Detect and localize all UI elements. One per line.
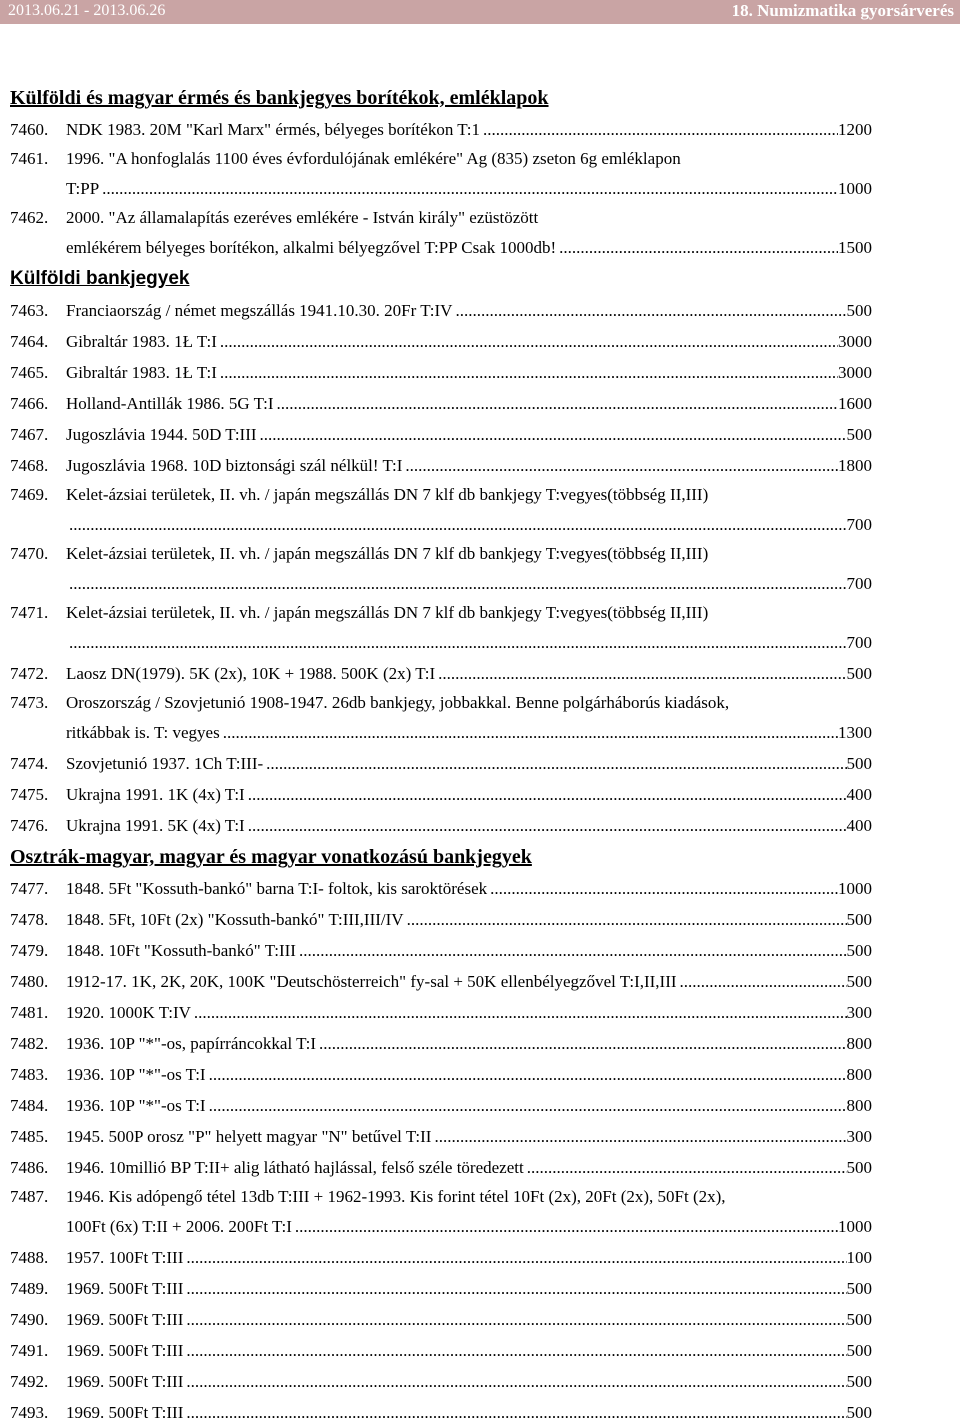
lot-item [10,114,872,145]
lot-number: 7483. [10,1065,49,1084]
lot-price: 500 [846,1158,872,1177]
lot-line [10,1121,872,1152]
lot-line [10,173,872,204]
dot-leader [186,1242,846,1273]
lot-description: Ukrajna 1991. 1K (4x) T:I [66,785,245,804]
lot-number: 7490. [10,1310,49,1329]
lot-description: 1969. 500Ft T:III [66,1372,184,1391]
lot-number: 7462. [10,208,49,227]
lot-item [10,966,872,997]
lot-description: 1957. 100Ft T:III [66,1248,184,1267]
lot-line [10,450,872,481]
lot-price: 500 [846,301,872,320]
lot-listing [10,82,872,1428]
lot-number: 7477. [10,879,49,898]
lot-number: 7467. [10,425,49,444]
lot-description: Gibraltár 1983. 1Ł T:I [66,332,217,351]
lot-line [10,904,872,935]
lot-item [10,779,872,810]
lot-price: 400 [846,785,872,804]
lot-price: 1800 [838,456,872,475]
lot-description: T:PP [66,179,100,198]
lot-number: 7492. [10,1372,49,1391]
lot-price: 500 [846,754,872,773]
lot-line [10,114,872,145]
lot-price: 300 [846,1003,872,1022]
lot-number: 7471. [10,603,49,622]
lot-description: 1848. 5Ft "Kossuth-bankó" barna T:I- foltok, kis saroktörések [66,879,488,898]
dot-leader [405,450,838,481]
lot-number: 7485. [10,1127,49,1146]
lot-price: 700 [846,633,872,652]
lot-line [10,748,872,779]
lot-price: 100 [846,1248,872,1267]
lot-price: 1600 [838,394,872,413]
lot-item [10,810,872,841]
lot-line [10,810,872,841]
lot-description: 1936. 10P "*"-os, papírráncokkal T:I [66,1034,317,1053]
lot-line [10,326,872,357]
lot-item [10,658,872,689]
dot-leader [186,1335,846,1366]
lot-description: Holland-Antillák 1986. 5G T:I [66,394,274,413]
dot-leader [220,357,838,388]
lot-item [10,1304,872,1335]
lot-description: ritkábbak is. T: vegyes [66,723,220,742]
lot-price: 800 [846,1034,872,1053]
dot-leader [483,114,838,145]
section-title: Külföldi bankjegyek [10,268,190,289]
lot-description: Jugoszlávia 1968. 10D biztonsági szál nélkül! T:I [66,456,403,475]
lot-number: 7468. [10,456,49,475]
lot-item [10,145,872,204]
lot-description: 100Ft (6x) T:II + 2006. 200Ft T:I [66,1217,292,1236]
lot-item [10,1397,872,1428]
dot-leader [248,779,847,810]
lot-price: 500 [846,1372,872,1391]
lot-description: 1946. Kis adópengő tétel 13db T:III + 1962-1993. Kis forint tétel 10Ft (2x), 20Ft (2x), 50Ft (2x), [66,1187,726,1206]
lot-item [10,450,872,481]
lot-number: 7466. [10,394,49,413]
lot-number: 7461. [10,149,49,168]
lot-price: 700 [846,515,872,534]
dot-leader [299,935,847,966]
lot-description: 1945. 500P orosz "P" helyett magyar "N" betűvel T:II [66,1127,432,1146]
lot-description: 1969. 500Ft T:III [66,1279,184,1298]
lot-line [10,966,872,997]
lot-item [10,357,872,388]
lot-line [10,1183,872,1211]
lot-description: 2000. "Az államalapítás ezeréves emlékére - István király" ezüstözött [66,208,539,227]
lot-price: 3000 [838,363,872,382]
lot-price: 800 [846,1096,872,1115]
lot-description: Kelet-ázsiai területek, II. vh. / japán megszállás DN 7 klf db bankjegy T:vegyes(többség II,III) [66,603,709,622]
lot-number: 7491. [10,1341,49,1360]
dot-leader [277,388,838,419]
lot-item [10,1152,872,1183]
lot-line [10,1242,872,1273]
lot-description: Oroszország / Szovjetunió 1908-1947. 26db bankjegy, jobbakkal. Benne polgárháborús kiadások, [66,693,730,712]
lot-line [10,1211,872,1242]
dot-leader [434,1121,846,1152]
dot-leader [260,419,847,450]
lot-description: Gibraltár 1983. 1Ł T:I [66,363,217,382]
lot-line [10,1366,872,1397]
lot-description: NDK 1983. 20M "Karl Marx" érmés, bélyeges borítékon T:1 [66,120,481,139]
lot-description: 1969. 500Ft T:III [66,1341,184,1360]
dot-leader [209,1090,847,1121]
lot-line [10,717,872,748]
lot-description: Jugoszlávia 1944. 50D T:III [66,425,257,444]
lot-price: 1200 [838,120,872,139]
lot-price: 500 [846,1310,872,1329]
lot-item [10,1090,872,1121]
lot-number: 7484. [10,1096,49,1115]
lot-line [10,658,872,689]
lot-price: 1300 [838,723,872,742]
dot-leader [69,627,847,658]
dot-leader [266,748,846,779]
dot-leader [186,1366,846,1397]
lot-item [10,326,872,357]
lot-item [10,935,872,966]
lot-number: 7475. [10,785,49,804]
lot-number: 7469. [10,485,49,504]
lot-number: 7463. [10,301,49,320]
lot-item [10,873,872,904]
lot-line [10,232,872,263]
lot-number: 7473. [10,693,49,712]
lot-description: Kelet-ázsiai területek, II. vh. / japán megszállás DN 7 klf db bankjegy T:vegyes(többség II,III) [66,544,709,563]
lot-description: 1848. 10Ft "Kossuth-bankó" T:III [66,941,296,960]
lot-item [10,1059,872,1090]
dot-leader [407,904,847,935]
lot-line [10,357,872,388]
auction-dates: 2013.06.21 - 2013.06.26 [8,2,166,19]
lot-line [10,388,872,419]
dot-leader [223,717,838,748]
dot-leader [69,568,847,599]
lot-price: 500 [846,941,872,960]
section-title: Külföldi és magyar érmés és bankjegyes borítékok, emléklapok [10,87,549,109]
lot-description: 1912-17. 1K, 2K, 20K, 100K "Deutschösterreich" fy-sal + 50K ellenbélyegzővel T:I,II,III [66,972,677,991]
lot-line [10,509,872,540]
lot-item [10,1121,872,1152]
lot-description: 1996. "A honfoglalás 1100 éves évfordulójának emlékére" Ag (835) zseton 6g emléklapon [66,149,681,168]
lot-line [10,204,872,232]
lot-item [10,599,872,658]
dot-leader [186,1304,846,1335]
lot-line [10,481,872,509]
lot-line [10,1059,872,1090]
dot-leader [102,173,838,204]
lot-price: 500 [846,1279,872,1298]
dot-leader [220,326,838,357]
lot-number: 7479. [10,941,49,960]
dot-leader [455,295,846,326]
lot-line [10,568,872,599]
lot-description: 1946. 10millió BP T:II+ alig látható hajlással, felső széle töredezett [66,1158,524,1177]
lot-description: emlékérem bélyeges borítékon, alkalmi bélyegzővel T:PP Csak 1000db! [66,238,557,257]
lot-item [10,904,872,935]
lot-line [10,1273,872,1304]
lot-description: 1936. 10P "*"-os T:I [66,1096,206,1115]
lot-line [10,1304,872,1335]
lot-description: 1848. 5Ft, 10Ft (2x) "Kossuth-bankó" T:III,III/IV [66,910,404,929]
lot-description: 1936. 10P "*"-os T:I [66,1065,206,1084]
lot-item [10,748,872,779]
page-header [0,0,960,24]
lot-item [10,1366,872,1397]
lot-number: 7472. [10,664,49,683]
dot-leader [295,1211,838,1242]
lot-item [10,1183,872,1242]
lot-line [10,1028,872,1059]
lot-number: 7493. [10,1403,49,1422]
lot-item [10,204,872,263]
lot-line [10,295,872,326]
lot-price: 1000 [838,1217,872,1236]
lot-item [10,388,872,419]
lot-item [10,689,872,748]
lot-description: Szovjetunió 1937. 1Ch T:III- [66,754,264,773]
lot-description: 1920. 1000K T:IV [66,1003,191,1022]
lot-description: 1969. 500Ft T:III [66,1310,184,1329]
lot-line [10,689,872,717]
lot-line [10,1090,872,1121]
lot-price: 1000 [838,179,872,198]
section-title: Osztrák-magyar, magyar és magyar vonatkozású bankjegyek [10,846,532,868]
lot-price: 1500 [838,238,872,257]
lot-line [10,1397,872,1428]
dot-leader [438,658,846,689]
lot-number: 7487. [10,1187,49,1206]
lot-item [10,540,872,599]
dot-leader [186,1397,846,1428]
dot-leader [319,1028,846,1059]
lot-number: 7481. [10,1003,49,1022]
lot-description: Ukrajna 1991. 5K (4x) T:I [66,816,245,835]
lot-item [10,481,872,540]
lot-line [10,540,872,568]
lot-item [10,1242,872,1273]
lot-item [10,419,872,450]
lot-price: 500 [846,664,872,683]
dot-leader [490,873,838,904]
lot-description: Kelet-ázsiai területek, II. vh. / japán megszállás DN 7 klf db bankjegy T:vegyes(többség II,III) [66,485,709,504]
lot-line [10,599,872,627]
dot-leader [69,509,847,540]
lot-number: 7486. [10,1158,49,1177]
lot-price: 300 [846,1127,872,1146]
lot-line [10,997,872,1028]
lot-number: 7470. [10,544,49,563]
lot-number: 7488. [10,1248,49,1267]
lot-item [10,997,872,1028]
lot-line [10,935,872,966]
lot-description: Franciaország / német megszállás 1941.10.30. 20Fr T:IV [66,301,453,320]
lot-number: 7480. [10,972,49,991]
lot-number: 7478. [10,910,49,929]
lot-price: 500 [846,425,872,444]
lot-number: 7464. [10,332,49,351]
dot-leader [209,1059,847,1090]
dot-leader [680,966,847,997]
auction-title: 18. Numizmatika gyorsárverés [731,1,954,20]
dot-leader [194,997,847,1028]
lot-line [10,627,872,658]
lot-line [10,873,872,904]
lot-price: 500 [846,910,872,929]
lot-price: 3000 [838,332,872,351]
lot-number: 7460. [10,120,49,139]
lot-price: 500 [846,1341,872,1360]
lot-line [10,779,872,810]
lot-line [10,419,872,450]
lot-number: 7482. [10,1034,49,1053]
lot-price: 500 [846,1403,872,1422]
lot-item [10,1028,872,1059]
lot-line [10,1335,872,1366]
lot-price: 800 [846,1065,872,1084]
lot-number: 7489. [10,1279,49,1298]
lot-line [10,1152,872,1183]
dot-leader [248,810,847,841]
lot-price: 500 [846,972,872,991]
lot-item [10,295,872,326]
lot-line [10,145,872,173]
lot-item [10,1273,872,1304]
lot-price: 700 [846,574,872,593]
dot-leader [186,1273,846,1304]
lot-number: 7465. [10,363,49,382]
lot-number: 7474. [10,754,49,773]
dot-leader [559,232,838,263]
lot-price: 400 [846,816,872,835]
lot-item [10,1335,872,1366]
lot-description: Laosz DN(1979). 5K (2x), 10K + 1988. 500K (2x) T:I [66,664,436,683]
lot-description: 1969. 500Ft T:III [66,1403,184,1422]
dot-leader [527,1152,847,1183]
lot-number: 7476. [10,816,49,835]
lot-price: 1000 [838,879,872,898]
